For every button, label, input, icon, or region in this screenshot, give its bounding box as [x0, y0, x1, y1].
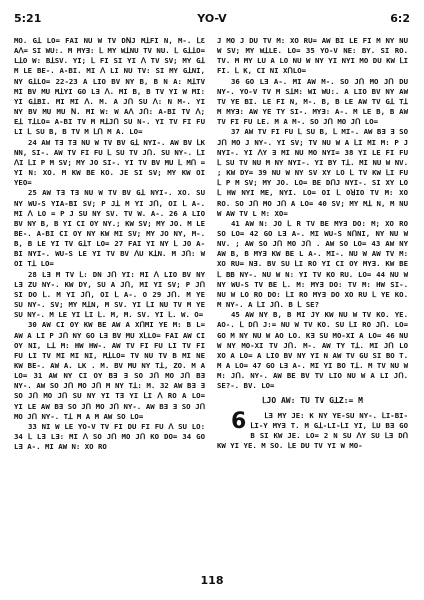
left-paragraph: 30 AW CI OY KW BE AW A XꓵMI YE M: B L= AW A LI P Jꓵ NY GO LƎ BV MU XꓡLO= FAI AW CI OY NI, Lꓕ M: HW HW-. AW TV FI FU LI TV FI FU LI TV MI MI NI, MꓕLO= TV NU TV B MI NE KW BE-. AW A. LK . M. BV MU NY Tꓕ, ZO. M A LO= 31 AW NY CI OY BƎ Ǝ SO Jꓵ MO Jꓵ BƎ NY-. AW SO Jꓵ MO Jꓵ M NY Tꓕ: M. 32 AW BƎ Ǝ SO Jꓵ MO Jꓵ SU NY YI TƎ YI ꓡI ꓥ RO A LO= YI LE AW BƎ SO Jꓵ MO Jꓵ NY-. AW BƎ Ǝ SO Jꓵ MO Jꓵ NY-. Tꓕ M A M AW SO LO= [14, 320, 205, 421]
section-heading: ꓡJO AW: TU TV GꓕZ:= M [262, 396, 363, 406]
chapter-opening-paragraph [217, 408, 408, 452]
chapter-opening-text: ꓡƎ MY JE: K NY YE-SU NY-. ꓡI-BI-ꓡI-Y MYƎ T. M Gꓕ-LI-ꓡI YI, ꓡU BƎ GO B SI KW JE. LO= 2 N SU ꓥY SU ꓡƎ Dꓵ KW YI YE. M SO. ꓡE DU TV YI W MO- [217, 410, 408, 451]
right-paragraph: J MO J DU TV M: XO RU= AW BI LE FI M NY NU W SV; MY WꓕLE. LO= 35 YO-V NE: BY. SI RO. TV. M MY LU A LO NU W NY YI NYI MO DU KW ꓡI FI. ꓡ K, CI NI XꓵLO= [217, 36, 408, 76]
header-right-reference: 6:2 [390, 12, 410, 25]
header-book-title: YO-V [197, 12, 227, 25]
right-paragraph: 41 AW N: JO ꓡ R TV BE MYƎ DO: M; XO RO SO LO= 42 GO LƎ A-. MI WU-S NꓵNI, NY NU W NV. ; AW SO Jꓵ MO Jꓵ . AW SO LO= 43 AW NY AW B, B MYƎ KW BE L A-. MI-. NU W AW TV M: XO RU= NƎ. BV SU ꓡI RO YI CI OY MYƎ. KW BE ꓡ BB NY-. NU W N: YI TV KO RU. LO= 44 NU W NY WU-S TV BE ꓡ. M: MYƎ DO: TV M: HW SI-. NU W LO RO DO: ꓡI RO MYƎ DO XO RU ꓡ YE KO. M NY-. A ꓡI Jꓵ. B ꓡ SE? [217, 218, 408, 310]
page-header [14, 12, 410, 28]
page-number: 118 [200, 574, 224, 587]
header-left-reference: 5:21 [14, 12, 42, 25]
left-paragraph: 33 NI W LE YO-V TV FI DU FI FU ꓥ SU LO: 34 ꓡ LƎ LƎ: MI ꓥ SO Jꓵ MO Jꓵ KO DO= 34 GO LƎ A-. MI AW N: XO RO [14, 421, 205, 452]
right-paragraph: 45 AW NY B, B MI JY KW NU W TV KO. YE. AO-. ꓡ Dꓵ J:= NU W TV KO. SU ꓡI RO Jꓵ. LO= GO M NY NU W AO LO. KƎ SU MO-XI A LO= 46 NU W NY MO-XI TV Jꓵ. M-. AW TY Tꓕ. MI Jꓵ LO XO A LO= A LIO BV NY YI N AW TV GU SI BO T. M A LO= 47 GO LƎ A-. MI YI BO Tꓕ. M TV NU W M: Jꓵ. NY-. AW BE BV TV LIO NU W A LI Jꓵ. SE?-. BV. LO= [217, 310, 408, 391]
left-paragraph: 24 AW TƎ TƎ NU W TV BV Gꓕ NYI-. AW BV ꓡK NN, SI-. AW TV FI FU ꓡ SU TV Jꓵ. SU NY-. ꓡI ꓥI ꓡI P M SV; MY JO SI-. YI TV BV MU ꓡ Mꓵ = YI N: XO. M KW BE KO. JE SI SV; MY KW OI YEO= [14, 137, 205, 188]
right-paragraph: 36 GO LƎ A-. MI AW M-. SO Jꓵ MO Jꓵ DU NY-. YO-V TV M SꓕM: WI WU:. A LIO BV NY AW TV YE BI. LE FI N, M-. B, B LE AW TV Gꓕ Tꓕ M MYƎ: AW YE TY SI-. MYƎ: A-. M LE B, B AW TV FI FU LE. M A M-. SO Jꓵ MO Jꓵ LO= [217, 76, 408, 127]
left-paragraph: MO. Gꓕ LO= FAI NU W TV DꓠJ MꓕFI N, M-. ꓡƐ Aꓥ= SI WU:. M MYƎ: ꓡ MY WꓕNU TV NU. ꓡ GꓕꓕO= LꓕO W: BꓕSV. YI; ꓡ FI SI YI ꓥ TV SV; MY Gꓕ M LE BE-. A-BI. MI ꓥ LI NU TV: SI MY GꓕNI, NY GꓕLO= 22-23 A LIO BV NY B, B N A: MꓕTV MI BV MU MꓕYI GO LƎ ꓥ. MI B, B TV YI W MI: YI GꓕBI. MI MI ꓥ. M. A Jꓵ SU ꓥ: N M-. YI NY BV MU MU ꓠ. MI W: W Aꓥ Jꓵ: A-BI TV ꓥ; Eꓕ TꓕLO= A-BI TV M MꓕJꓵ SU N-. YI TV FI FU LI ꓡ SU B, B TV M ꓡꓵ M A. LO= [14, 36, 205, 137]
bible-page [14, 12, 410, 592]
right-paragraph: 37 AW TV FI FU ꓡ SU B, ꓡ MI-. AW BƎ Ǝ SO Jꓵ MO J NY-. YI SV; TV NU W A ꓡI MI M: P J NYI-. YI ꓥY Ǝ MI NU MO NYI= 38 YI LE FI FU ꓡ SU TV NU M NY NYI-. YI BY Tꓕ. MI NU W NV. ; KW DY= 39 NU W NY SV XY LO ꓡ TV KW ꓡI FU ꓡ P M SV; MY JO. LO= BE DꓵJ NYI-. SI XY LO ꓡ HW NYI ME, NYI. LO= OI ꓡ OꓤIO TV M: XO RO. SO Jꓵ MO Jꓵ A LO= 40 SV; MY Mꓕ N, M NU W AW TV L M: XO= [217, 127, 408, 218]
left-text-column [14, 36, 205, 564]
left-paragraph: 28 LƎ M TV ꓡ: DN Jꓵ YI: MI ꓥ LIO BV NY LƎ ZU NY-. KW DY, SU A Jꓵ, MI YI SV; P Jꓵ SI DO ꓡ. M YI Jꓵ, OI ꓡ A-. O 29 Jꓵ. M YE SU NY-. SV; MY MꓕN, M SV. YI ꓡI NU TV M YE SU NY-. M LE YI ꓡI ꓡ. M, M. SV. YI ꓡ. W. O= [14, 269, 205, 320]
left-paragraph: 25 AW TƎ TƎ NU W TV BV Gꓕ NYI-. XO. SU NY WU-S YIA-BI SV; P Jꓕ M YI Jꓵ, OI ꓡ A-. MI ꓥ LO = P J SU NY SV. TV W. A-. 26 A LIO BV NY B, B YI CI OY NY.; KW SV; MY JO. M LE BE-. A-BI CI OY NY KW MI SV; MY JO NY, M-. B, B LE YI TV GꓕT LO= 27 FAI YI NY ꓡ JO A-BI NYI-. WU-S LE YI TV BV ꓥU KꓕN. M Jꓵ: W OI Tꓕ LO= [14, 188, 205, 269]
chapter-number: 6 [231, 408, 247, 434]
right-text-column [217, 36, 408, 564]
